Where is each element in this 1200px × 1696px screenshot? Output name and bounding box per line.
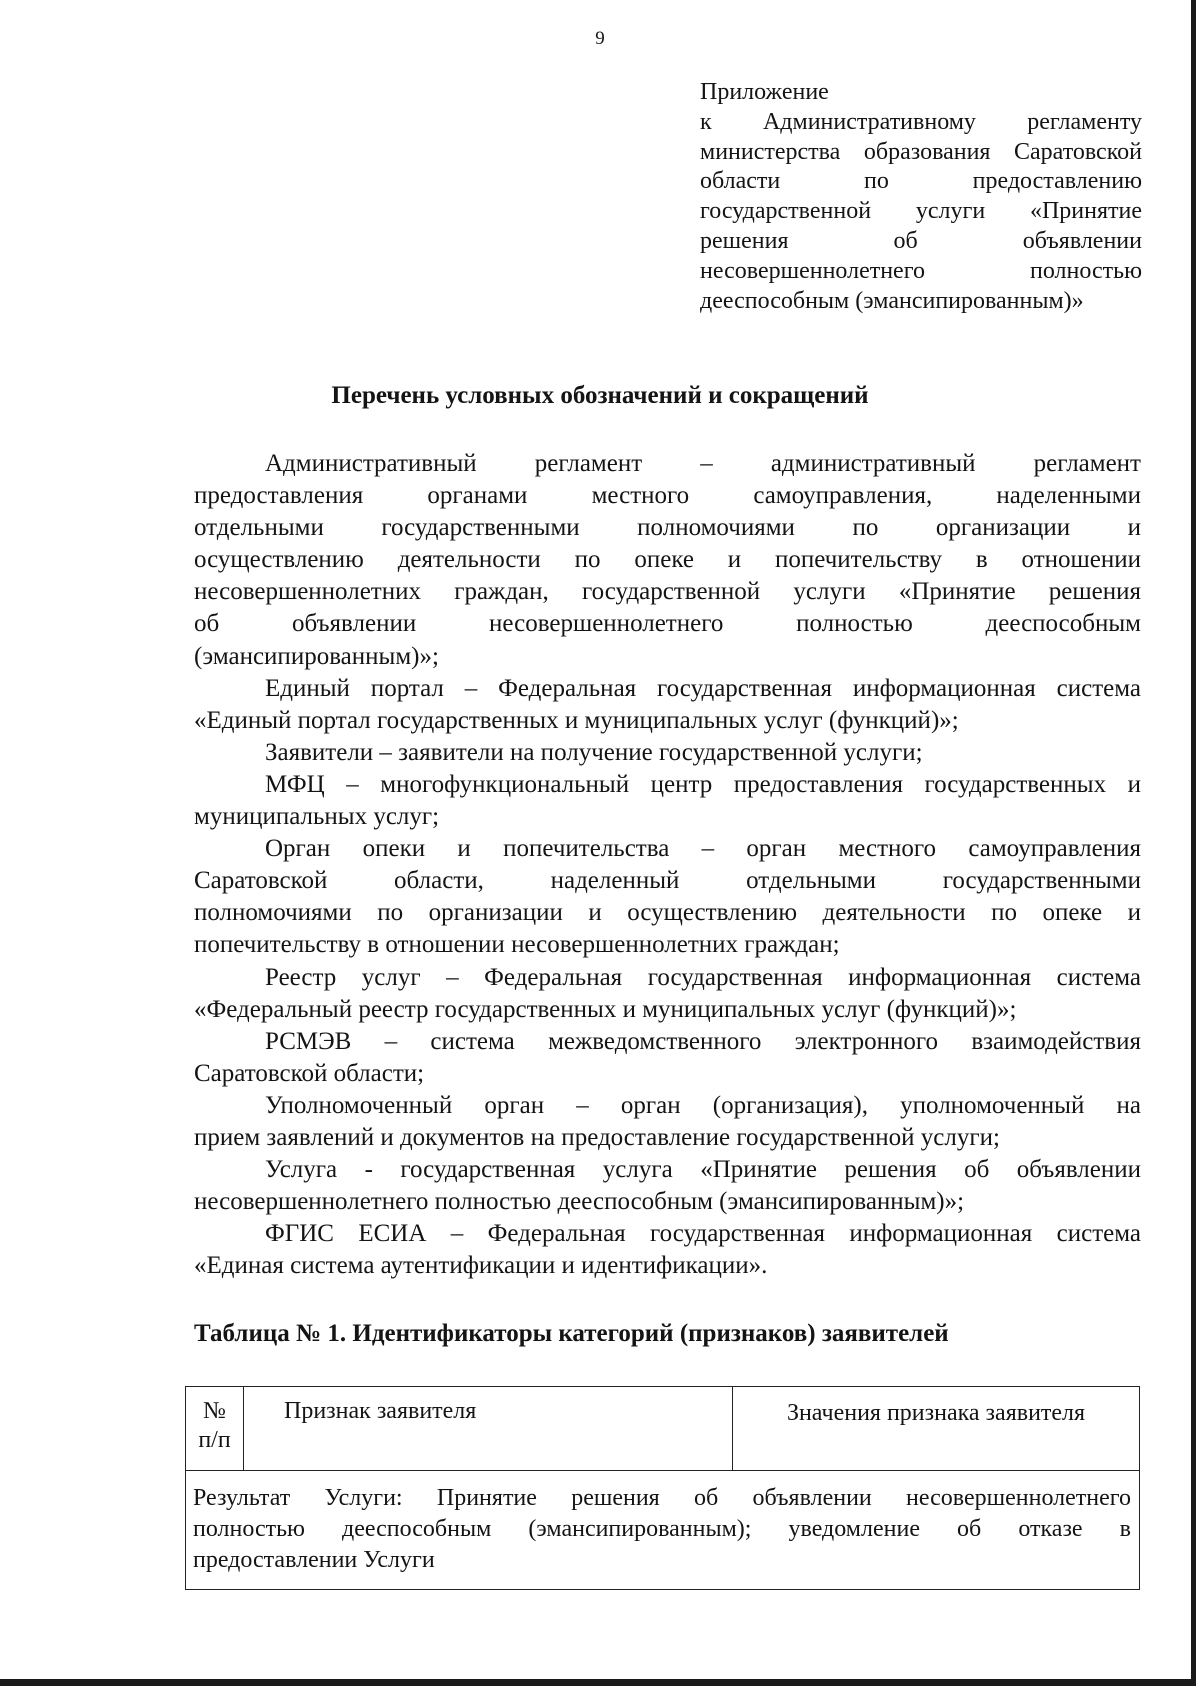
table-result-row <box>193 1483 1131 1576</box>
text-line: МФЦ – многофункциональный центр предоставления государственных и <box>265 770 1141 798</box>
text-line: «Единый портал государственных и муниципальных услуг (функций)»; <box>194 706 959 734</box>
definition-paragraph <box>194 1026 1141 1090</box>
definition-paragraph <box>194 1090 1141 1154</box>
text-line: Уполномоченный орган – орган (организация), уполномоченный на <box>265 1091 1141 1119</box>
text-line: предоставления органами местного самоуправления, наделенными <box>194 482 1141 510</box>
text-line: Саратовской области; <box>194 1059 425 1087</box>
result-line: предоставлении Услуги <box>193 1547 435 1573</box>
text-line: Саратовской области, наделенный отдельными государственными <box>194 867 1141 895</box>
text-line: муниципальных услуг; <box>194 803 440 831</box>
text-line: Реестр услуг – Федеральная государственная информационная система <box>265 963 1141 991</box>
text-line: несовершеннолетних граждан, государственной услуги «Принятие решения <box>194 578 1141 606</box>
definition-paragraph <box>194 1218 1141 1282</box>
appendix-line: решения об объявлении <box>700 227 1142 254</box>
appendix-line: Приложение <box>700 79 829 105</box>
text-line: Услуга - государственная услуга «Принятие решения об объявлении <box>265 1156 1141 1184</box>
definition-paragraph <box>194 673 1141 737</box>
text-line: полномочиями по организации и осуществлению деятельности по опеке и <box>194 899 1141 927</box>
text-line: Административный регламент – административный регламент <box>265 450 1141 477</box>
text-line: Орган опеки и попечительства – орган местного самоуправления <box>265 835 1141 863</box>
result-line: полностью дееспособным (эмансипированным); уведомление об отказе в <box>193 1516 1131 1542</box>
definition-paragraph <box>194 962 1141 1026</box>
applicant-categories-table <box>185 1386 1140 1590</box>
appendix-line: к Административному регламенту <box>700 108 1142 135</box>
definition-paragraph <box>194 448 1141 673</box>
table-title: Таблица № 1. Идентификаторы категорий (признаков) заявителей <box>194 1320 949 1347</box>
header-number-line: № <box>203 1398 226 1424</box>
text-line: прием заявлений и документов на предоставление государственной услуги; <box>194 1123 1000 1151</box>
section-heading: Перечень условных обозначений и сокращений <box>331 382 869 409</box>
text-line: отдельными государственными полномочиями по организации и <box>194 514 1141 542</box>
appendix-line: министерства образования Саратовской <box>700 138 1142 165</box>
appendix-caption <box>700 78 1142 316</box>
header-number-line: п/п <box>198 1427 231 1453</box>
text-line: «Единая система аутентификации и идентификации». <box>194 1252 768 1280</box>
text-line: об объявлении несовершеннолетнего полностью дееспособным <box>194 610 1141 638</box>
header-cell-number <box>186 1387 244 1470</box>
definition-paragraph <box>194 833 1141 961</box>
definition-paragraph <box>194 769 1141 833</box>
appendix-line: государственной услуги «Принятие <box>700 198 1142 225</box>
text-line: (эмансипированным)»; <box>194 642 439 670</box>
definition-paragraph <box>194 1154 1141 1218</box>
text-line: РСМЭВ – система межведомственного электронного взаимодействия <box>265 1027 1141 1055</box>
header-cell-attribute: Признак заявителя <box>244 1387 733 1470</box>
result-line: Результат Услуги: Принятие решения об объявлении несовершеннолетнего <box>193 1485 1131 1511</box>
header-cell-values: Значения признака заявителя <box>786 1400 1086 1426</box>
page-number: 9 <box>595 28 605 49</box>
text-line: несовершеннолетнего полностью дееспособным (эмансипированным)»; <box>194 1188 965 1216</box>
table-header-row <box>186 1387 1139 1471</box>
text-line: Единый портал – Федеральная государственная информационная система <box>265 674 1141 702</box>
text-line: осуществлению деятельности по опеке и попечительству в отношении <box>194 546 1141 574</box>
definitions-list <box>194 448 1141 1282</box>
appendix-line: несовершеннолетнего полностью <box>700 257 1142 284</box>
definition-paragraph <box>194 737 1141 769</box>
text-line: «Федеральный реестр государственных и муниципальных услуг (функций)»; <box>194 995 1017 1023</box>
text-line: Заявители – заявители на получение государственной услуги; <box>265 738 923 766</box>
text-line: попечительству в отношении несовершеннолетних граждан; <box>194 931 840 959</box>
appendix-line: дееспособным (эмансипированным)» <box>700 287 1084 314</box>
text-line: ФГИС ЕСИА – Федеральная государственная информационная система <box>265 1220 1141 1248</box>
appendix-line: области по предоставлению <box>700 168 1142 195</box>
